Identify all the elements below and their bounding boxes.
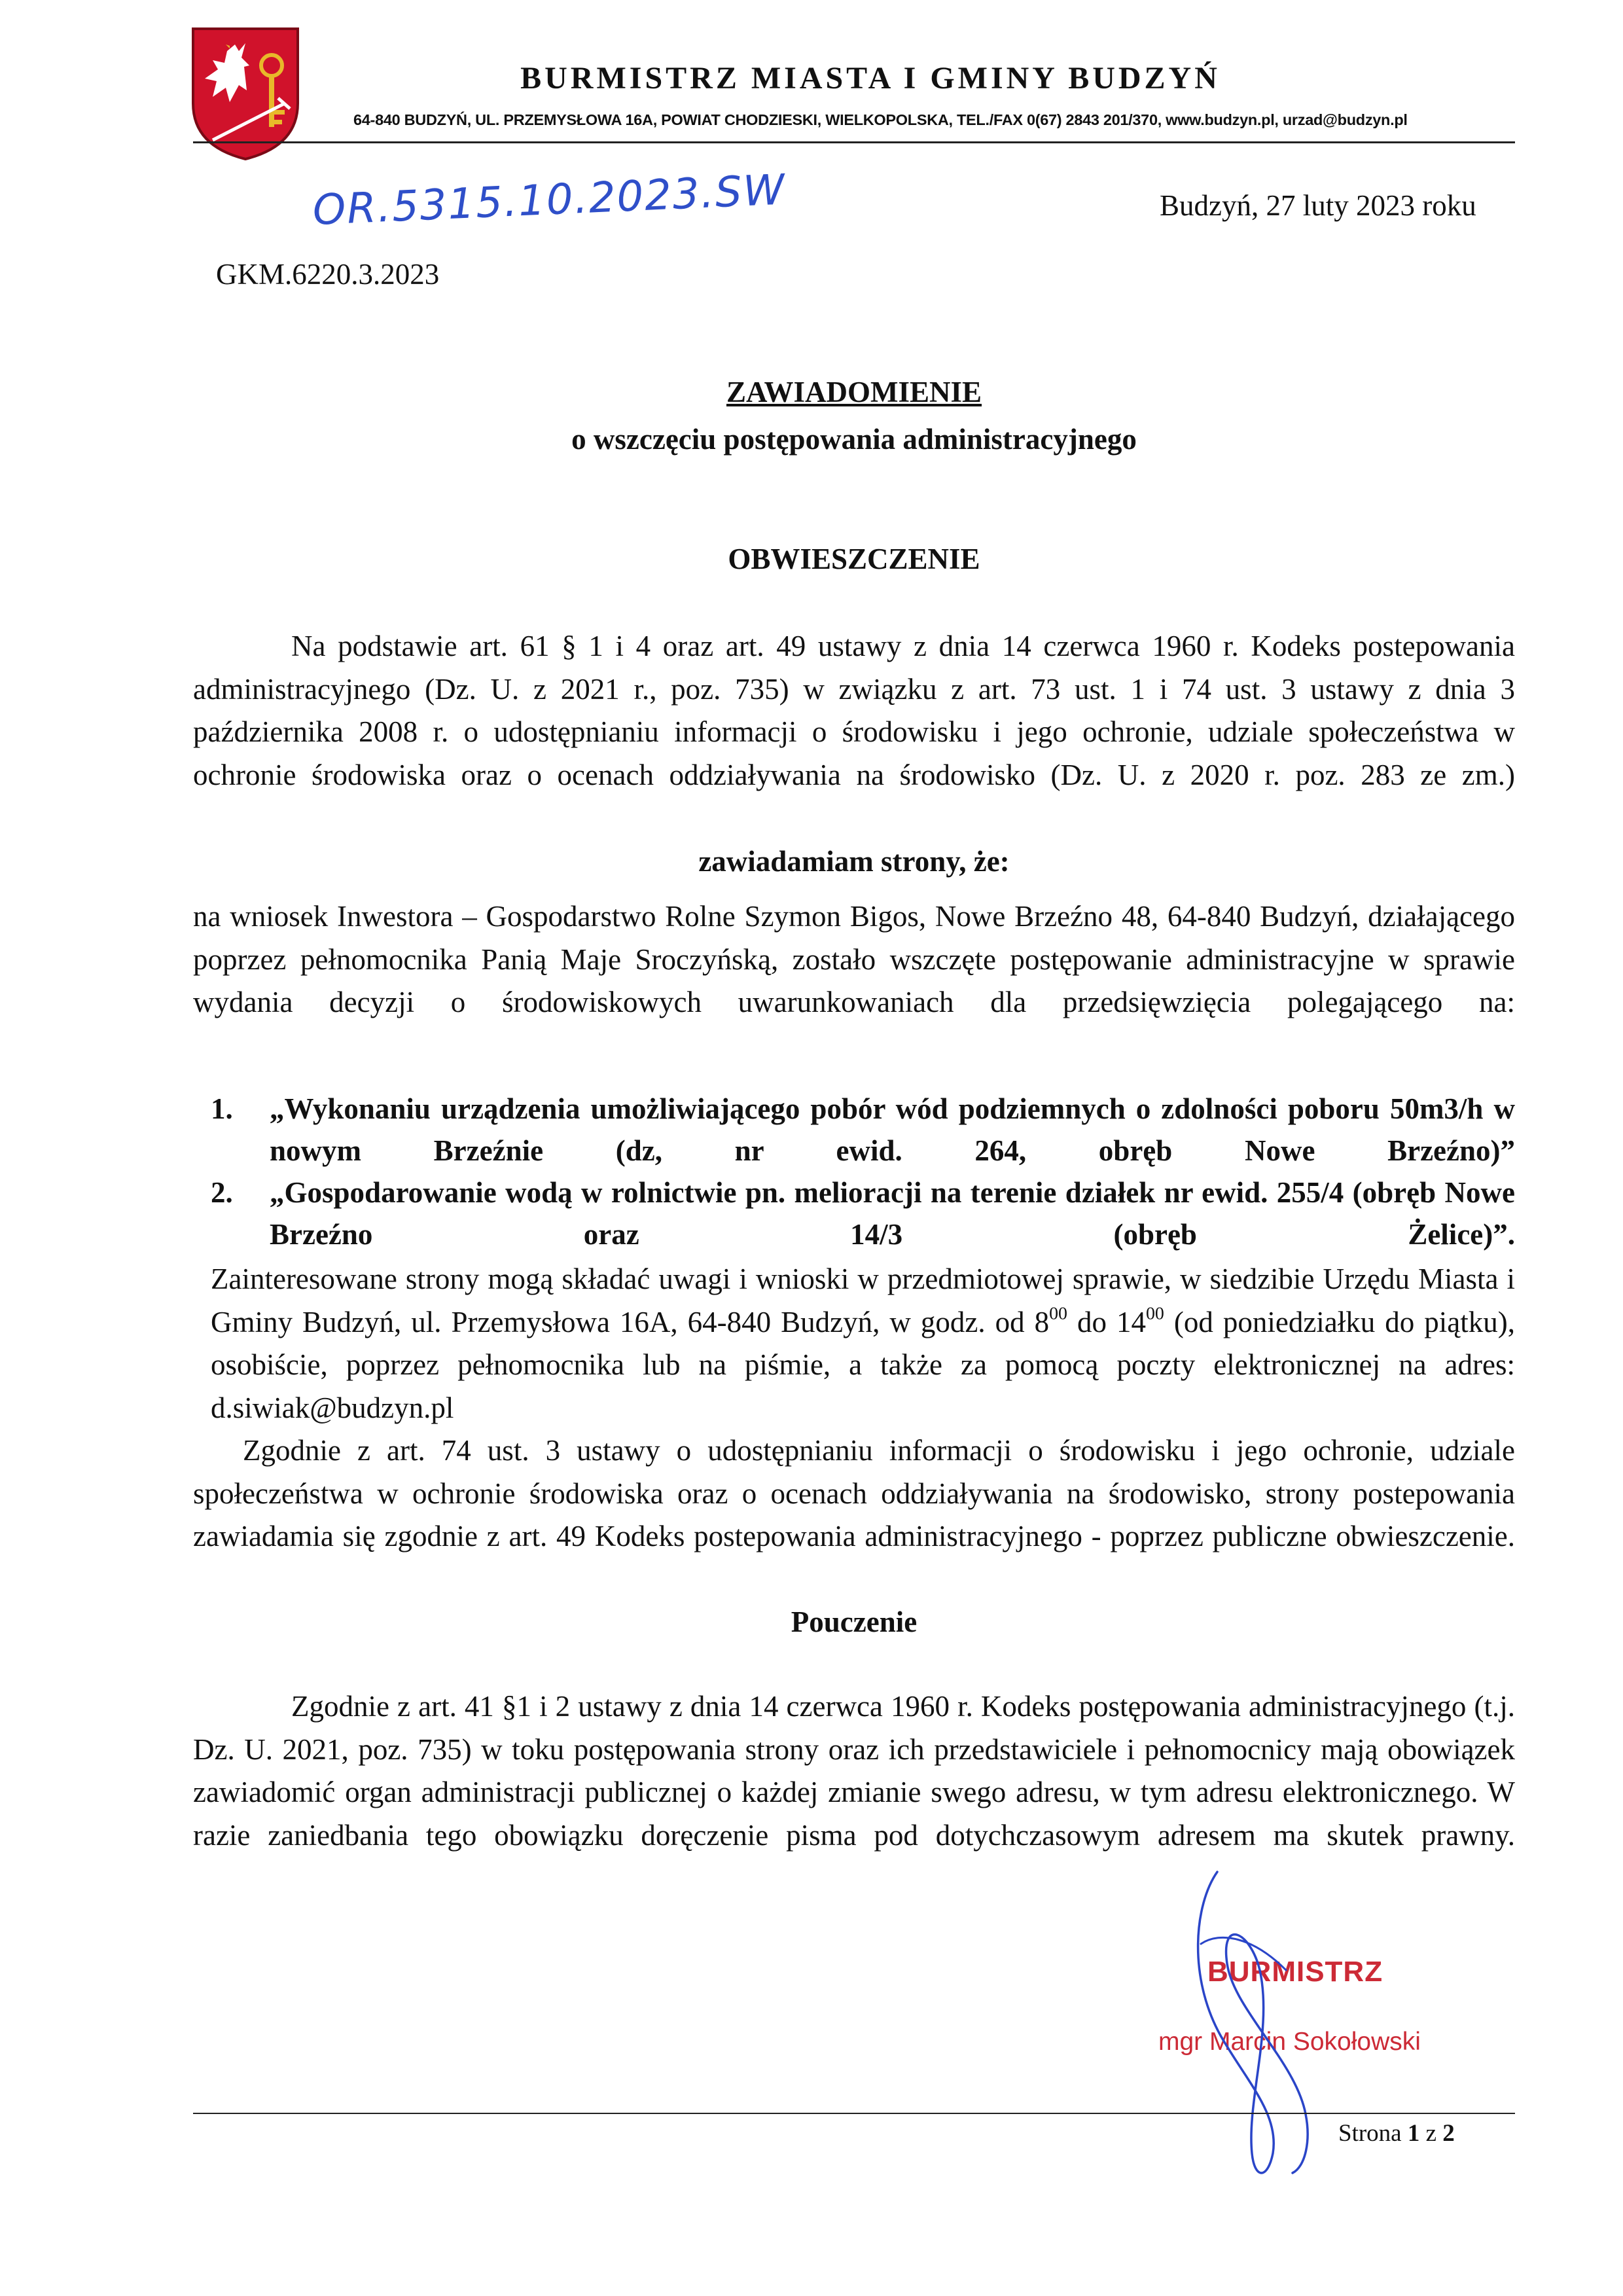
office-hours-to-minutes: 00	[1145, 1302, 1164, 1323]
request-paragraph: na wniosek Inwestora – Gospodarstwo Rolne Szymon Bigos, Nowe Brzeźno 48, 64-840 Budzyń, działającego poprzez pełnomocnika Panią Maje Sroczyńską, zostało wszczęte postępowanie administracyjne w sprawie wydania decyzji o środowiskowych uwarunkowaniach dla przedsięwzięcia polegającego na:	[193, 900, 1515, 1018]
public-notice-paragraph: Zgodnie z art. 74 ust. 3 ustawy o udostępnianiu informacji o środowisku i jego ochronie, udziale społeczeństwa w ochronie środowiska oraz o ocenach oddziaływania na środowisko, strony postepowania zawiadamia się zgodnie z art. 49 Kodeks postepowania administracyjnego - poprzez publiczne obwieszczenie.	[193, 1434, 1515, 1552]
remarks-text-part: (od poniedziałku do piątku), osobiście, poprzez pełnomocnika lub na piśmie, a także za pomocą poczty elektronicznej na adres: d.siwiak@budzyn.pl	[211, 1305, 1515, 1424]
signatory-title-stamp: BURMISTRZ	[1207, 1956, 1383, 1988]
remarks-text-part: do 14	[1067, 1305, 1146, 1338]
list-item-number: 2.	[211, 1176, 233, 1209]
footer-divider	[193, 2113, 1515, 2114]
page-label: Strona	[1338, 2120, 1402, 2147]
instruction-heading: Pouczenie	[791, 1605, 918, 1638]
legal-basis-paragraph: Na podstawie art. 61 § 1 i 4 oraz art. 49 ustawy z dnia 14 czerwca 1960 r. Kodeks postepowania administracyjnego (Dz. U. z 2021 r., poz. 735) w związku z art. 73 ust. 1 i 74 ust. 3 ustawy z dnia 3 października 2008 r. o udostępnianiu informacji o środowisku i jego ochronie, udziale społeczeństwa w ochronie środowiska oraz o ocenach oddziaływania na środowisko (Dz. U. z 2020 r. poz. 283 ze zm.)	[193, 630, 1515, 791]
page-of: z	[1425, 2120, 1437, 2147]
office-hours-from-minutes: 00	[1049, 1302, 1067, 1323]
handwritten-registry-reference: OR.5315.10.2023.SW	[312, 166, 787, 235]
list-item-text: „Gospodarowanie wodą w rolnictwie pn. melioracji na terenie działek nr ewid. 255/4 (obręb Nowe Brzeźno oraz 14/3 (obręb Żelice)”.	[270, 1176, 1515, 1251]
signatory-name-stamp: mgr Marcin Sokołowski	[1158, 2028, 1421, 2056]
handwritten-signature	[1181, 1865, 1325, 2193]
document-subtitle: o wszczęciu postępowania administracyjnego	[571, 423, 1137, 456]
case-number: GKM.6220.3.2023	[216, 258, 440, 291]
list-item-text: „Wykonaniu urządzenia umożliwiającego pobór wód podziemnych o zdolności poboru 50m3/h w nowym Brzeźnie (dz, nr ewid. 264, obręb Nowe Brzeźno)”	[270, 1092, 1515, 1167]
office-title: BURMISTRZ MIASTA I GMINY BUDZYŃ	[520, 61, 1221, 96]
place-and-date: Budzyń, 27 luty 2023 roku	[1160, 189, 1476, 222]
page-current: 1	[1407, 2120, 1420, 2147]
parties-heading: zawiadamiam strony, że:	[698, 845, 1010, 878]
notice-heading: OBWIESZCZENIE	[728, 543, 980, 575]
office-address-line: 64-840 BUDZYŃ, UL. PRZEMYSŁOWA 16A, POWIAT CHODZIESKI, WIELKOPOLSKA, TEL./FAX 0(67) 2843 201/370, www.budzyn.pl, urzad@budzyn.pl	[353, 111, 1408, 128]
header-divider	[193, 141, 1515, 143]
document-title: ZAWIADOMIENIE	[726, 376, 982, 408]
page-total: 2	[1442, 2120, 1455, 2147]
instruction-paragraph: Zgodnie z art. 41 §1 i 2 ustawy z dnia 14 czerwca 1960 r. Kodeks postępowania administracyjnego (t.j. Dz. U. 2021, poz. 735) w toku postępowania strony oraz ich przedstawiciele i pełnomocnicy mają obowiązek zawiadomić organ administracji publicznej o każdej zmianie swego adresu, w tym adresu elektronicznego. W razie zaniedbania tego obowiązku doręczenie pisma pod dotychczasowym adresem ma skutek prawny.	[193, 1690, 1515, 1852]
list-item-number: 1.	[211, 1092, 233, 1125]
page-number	[1338, 2119, 1455, 2147]
remarks-text-part: Zainteresowane strony mogą składać uwagi i wnioski w przedmiotowej sprawie, w siedzibie Urzędu Miasta i Gminy Budzyń, ul. Przemysłowa 16A, 64-840 Budzyń, w godz. od 8	[211, 1263, 1515, 1338]
